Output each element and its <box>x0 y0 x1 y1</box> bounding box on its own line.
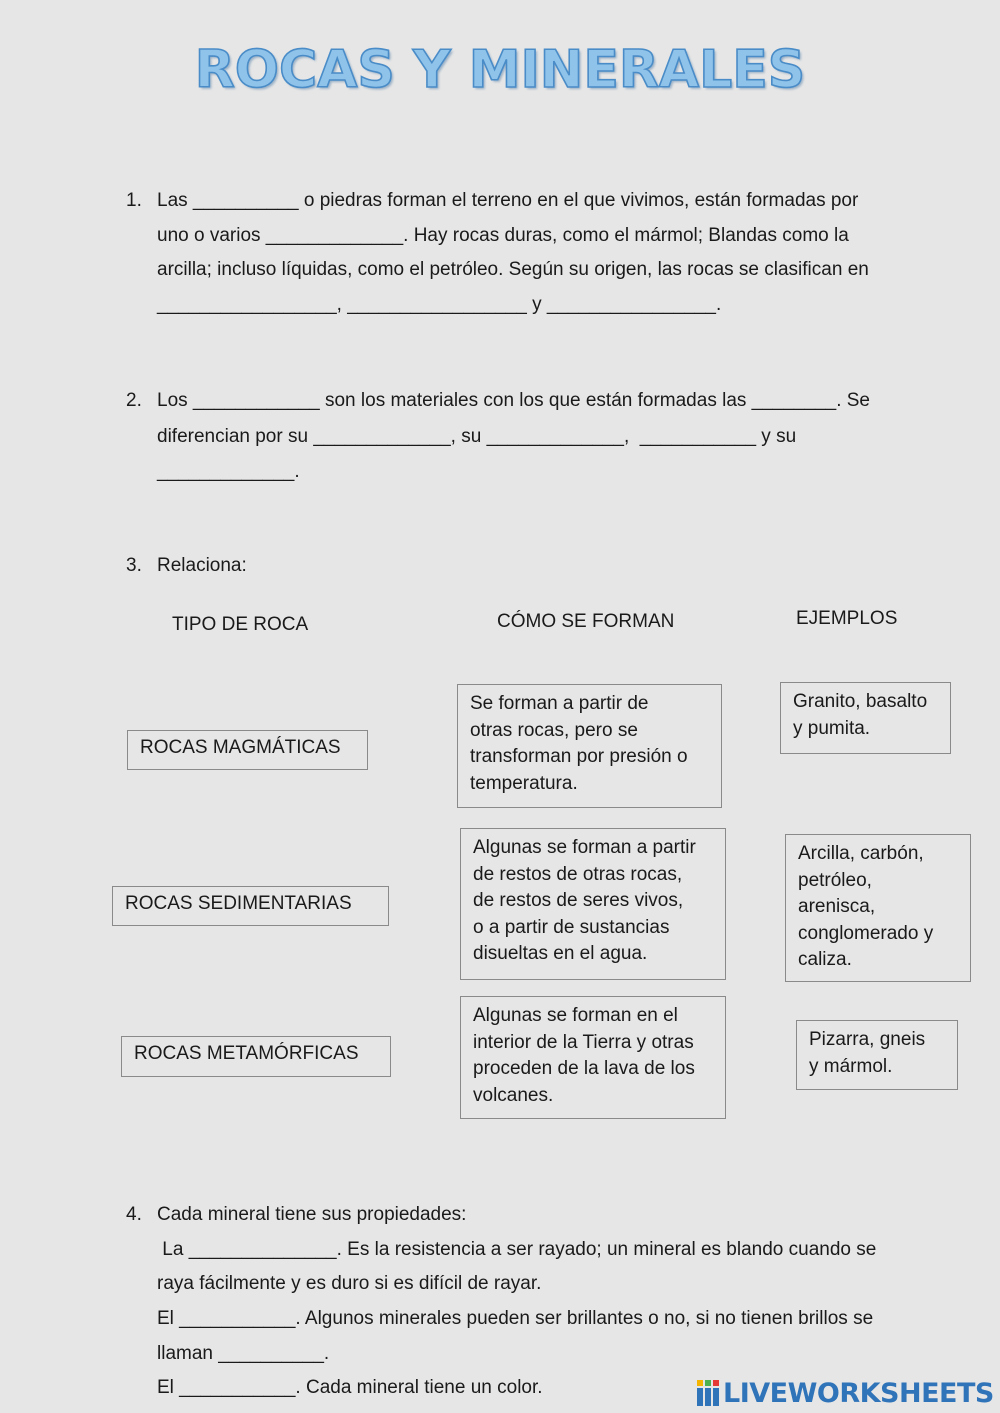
formation-line: transforman por presión o <box>470 746 688 767</box>
formation-line: Algunas se forman a partir <box>473 837 696 858</box>
formation-line: proceden de la lava de los <box>473 1058 695 1079</box>
formation-line: otras rocas, pero se <box>470 719 638 741</box>
example-line: caliza. <box>798 949 852 970</box>
question-4-line-3: raya fácilmente y es duro si es difícil de rayar. <box>157 1273 542 1294</box>
question-1-line-2: uno o varios _____________. Hay rocas duras, como el mármol; Blandas como la <box>157 225 849 246</box>
formation-line: Se forman a partir de <box>470 693 649 714</box>
question-4-line-5: llaman __________. <box>157 1343 330 1364</box>
examples-box-2[interactable] <box>785 834 971 982</box>
header-como-se-forman: CÓMO SE FORMAN <box>497 611 675 632</box>
question-1-number: 1. <box>126 190 142 211</box>
formation-line: volcanes. <box>473 1084 554 1106</box>
formation-line: de restos de otras rocas, <box>473 863 683 885</box>
formation-line: disueltas en el agua. <box>473 943 648 964</box>
question-4-line-6: El ___________. Cada mineral tiene un color. <box>157 1377 543 1398</box>
example-line: Pizarra, gneis <box>809 1029 926 1050</box>
example-line: Granito, basalto <box>793 691 928 712</box>
formation-box-1[interactable] <box>457 684 722 808</box>
example-line: y mármol. <box>809 1055 893 1077</box>
question-4-line-2: La ______________. Es la resistencia a ser rayado; un mineral es blando cuando se <box>157 1239 877 1260</box>
question-1-line-4: _________________, _________________ y ________________. <box>157 294 722 315</box>
formation-line: interior de la Tierra y otras <box>473 1031 694 1053</box>
header-tipo-de-roca: TIPO DE ROCA <box>172 614 309 635</box>
question-4-number: 4. <box>126 1204 142 1225</box>
question-1-line-1: Las __________ o piedras forman el terreno en el que vivimos, están formadas por <box>157 190 859 211</box>
question-2-line-1: Los ____________ son los materiales con los que están formadas las ________. Se <box>157 390 870 411</box>
question-4-line-4: El ___________. Algunos minerales pueden ser brillantes o no, si no tienen brillos se <box>157 1308 874 1329</box>
example-line: arenisca, <box>798 896 876 917</box>
formation-box-3[interactable] <box>460 996 726 1119</box>
question-2-number: 2. <box>126 390 142 411</box>
question-3-label: Relaciona: <box>157 555 247 576</box>
header-ejemplos: EJEMPLOS <box>796 608 898 629</box>
rock-type-box-sedimentarias[interactable] <box>112 886 389 926</box>
formation-line: temperatura. <box>470 772 578 794</box>
example-line: conglomerado y <box>798 922 934 944</box>
example-line: petróleo, <box>798 869 872 891</box>
formation-line: o a partir de sustancias <box>473 916 670 938</box>
liveworksheets-logo <box>697 1375 994 1411</box>
liveworksheets-wordmark: LIVEWORKSHEETS <box>723 1377 994 1409</box>
examples-box-1[interactable] <box>780 682 951 754</box>
rock-type-label: ROCAS MAGMÁTICAS <box>140 737 341 758</box>
rock-type-label: ROCAS SEDIMENTARIAS <box>125 893 352 914</box>
formation-line: de restos de seres vivos, <box>473 890 684 911</box>
example-line: y pumita. <box>793 717 871 739</box>
example-line: Arcilla, carbón, <box>798 843 924 864</box>
rock-type-box-metamorficas[interactable] <box>121 1036 391 1077</box>
formation-box-2[interactable] <box>460 828 726 980</box>
examples-box-3[interactable] <box>796 1020 958 1090</box>
worksheet-title: ROCAS Y MINERALES <box>194 40 806 100</box>
question-2-line-2: diferencian por su _____________, su _____________, ___________ y su <box>157 426 797 447</box>
question-3-number: 3. <box>126 555 142 576</box>
rock-type-label: ROCAS METAMÓRFICAS <box>134 1043 359 1064</box>
question-4-line-1: Cada mineral tiene sus propiedades: <box>157 1204 467 1225</box>
liveworksheets-icon <box>697 1380 719 1406</box>
formation-line: Algunas se forman en el <box>473 1005 678 1026</box>
rock-type-box-magmaticas[interactable] <box>127 730 368 770</box>
question-2-line-3: _____________. <box>157 461 300 482</box>
question-1-line-3: arcilla; incluso líquidas, como el petróleo. Según su origen, las rocas se clasifican en <box>157 259 869 280</box>
